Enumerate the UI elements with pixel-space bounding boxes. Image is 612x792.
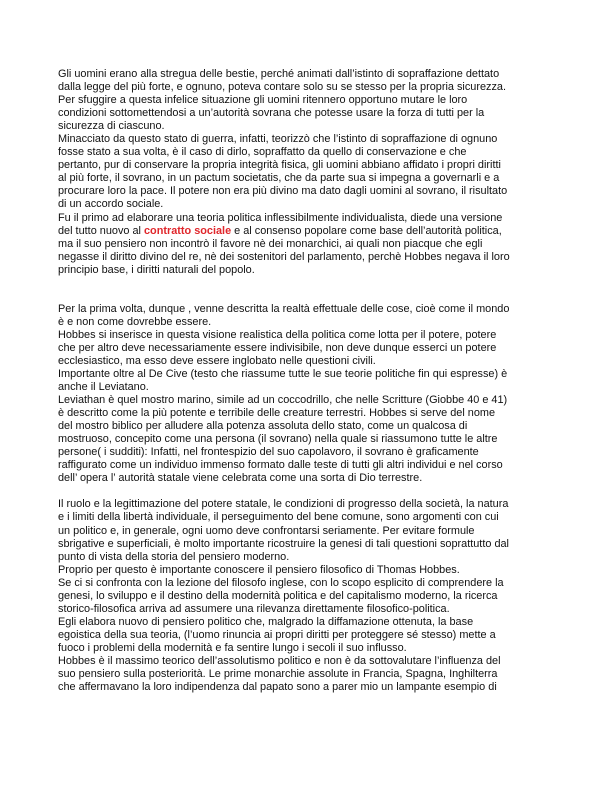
paragraph: Minacciato da questo stato di guerra, infatti, teorizzò che l’istinto di sopraffazione di ognuno fosse stato a sua volta, è il caso di dirlo, sopraffatto da quello di conservazione e che pertanto, pur di conservare la propria integrità fisica, gli uomini abbiano affidato i propri diritti al più forte, il sovrano, in un pactum societatis, che da parte sua si impegna a governarli e a procurare loro la pace. Il potere non era più divino ma dato dagli uomini al sovrano, il risultato di un accordo sociale. bbox=[58, 133, 508, 211]
paragraph: Proprio per questo è importante conoscere il pensiero filosofico di Thomas Hobbes. bbox=[58, 563, 460, 576]
text-block-2 bbox=[58, 303, 558, 486]
paragraph: Hobbes si inserisce in questa visione realistica della politica come lotta per il potere, potere che per altro deve necessariamente essere indivisibile, non deve dunque esserci un potere ecclesiastico, ma esso deve essere inglobato nelle questioni civili. bbox=[58, 328, 497, 367]
paragraph-contratto-sociale bbox=[58, 212, 558, 277]
text-block-3 bbox=[58, 498, 558, 694]
text-block-1 bbox=[58, 68, 558, 277]
paragraph: Gli uomini erano alla stregua delle bestie, perché animati dall’istinto di sopraffazione dettato dalla legge del più forte, e ognuno, poteva contare solo su se stesso per la propria sicurezza. bbox=[58, 68, 506, 94]
paragraph: Per sfuggire a questa infelice situazione gli uomini ritennero opportuno mutare le loro condizioni sottomettendosi a un’autorità sovrana che potesse usare la forza di tutti per la sicurezza di ciascuno. bbox=[58, 94, 485, 133]
paragraph: Egli elabora nuovo di pensiero politico che, malgrado la diffamazione ottenuta, la base egoistica della sua teoria, (l’uomo rinuncia ai propri diritti per proteggere sé stesso) mette a fuoco i problemi della modernità e fa sentire lungo i secoli il suo influsso. bbox=[58, 615, 496, 654]
paragraph-text: Fu il primo ad elaborare una teoria politica inflessibilmente individualista, diede una versione del tutto nuovo al bbox=[58, 211, 503, 237]
section-gap bbox=[58, 485, 558, 498]
paragraph: Per la prima volta, dunque , venne descritta la realtà effettuale delle cose, cioè come il mondo è e non come dovrebbe essere. bbox=[58, 302, 510, 328]
paragraph: Importante oltre al De Cive (testo che riassume tutte le sue teorie politiche fin qui espresse) è anche il Leviatano. bbox=[58, 367, 508, 394]
paragraph-text: e al consenso popolare come base dell’autorità politica, ma il suo pensiero non incontrò il favore nè dei monarchici, ai quali non piacque che egli negasse il diritto divino del re, nè dei sostenitori del parlamento, perchè Hobbes negava il loro principio base, i diritti naturali del popolo. bbox=[58, 224, 510, 276]
paragraph: Se ci si confronta con la lezione del filosofo inglese, con lo scopo esplicito di comprendere la genesi, lo sviluppo e il destino della modernità politica e del capitalismo moderno, la ricerca storico-filosofica arriva ad assumere una rilevanza direttamente filosofico-politica. bbox=[58, 576, 504, 615]
paragraph: Leviathan è quel mostro marino, simile ad un coccodrillo, che nelle Scritture (Giobbe 40 e 41) è descritto come la più potente e terribile delle creature terrestri. Hobbes si serve del nome del mostro biblico per alludere alla potenza assoluta dello stato, come un qualcosa di mostruoso, concepito come una persona (il sovrano) nella quale si riassumono tutte le altre persone( i sudditi): Infatti, nel frontespizio del suo capolavoro, il sovrano è graficamente raffigurato come un individuo immenso formato dalle teste di tutti gli altri individui e nel corso dell’ opera l’ autorità statale viene celebrata come una sorta di Dio terrestre. bbox=[58, 394, 508, 485]
paragraph: Il ruolo e la legittimazione del potere statale, le condizioni di progresso della società, la natura e i limiti della libertà individuale, il perseguimento del bene comune, sono argomenti con cui un politico e, in generale, ogni uomo deve confrontarsi seriamente. Per evitare formule sbrigative e superficiali, è molto importante ricostruire la genesi di tali questioni soprattutto dal punto di vista della storia del pensiero moderno. bbox=[58, 498, 509, 563]
section-gap bbox=[58, 277, 558, 303]
paragraph: Hobbes è il massimo teorico dell’assolutismo politico e non è da sottovalutare l’influenza del suo pensiero sulla posteriorità. Le prime monarchie assolute in Francia, Spagna, Inghilterra che affermavano la loro indipendenza dal papato sono a parer mio un lampante esempio di bbox=[58, 654, 501, 694]
highlighted-term: contratto sociale bbox=[143, 224, 232, 237]
document-page bbox=[58, 68, 558, 694]
